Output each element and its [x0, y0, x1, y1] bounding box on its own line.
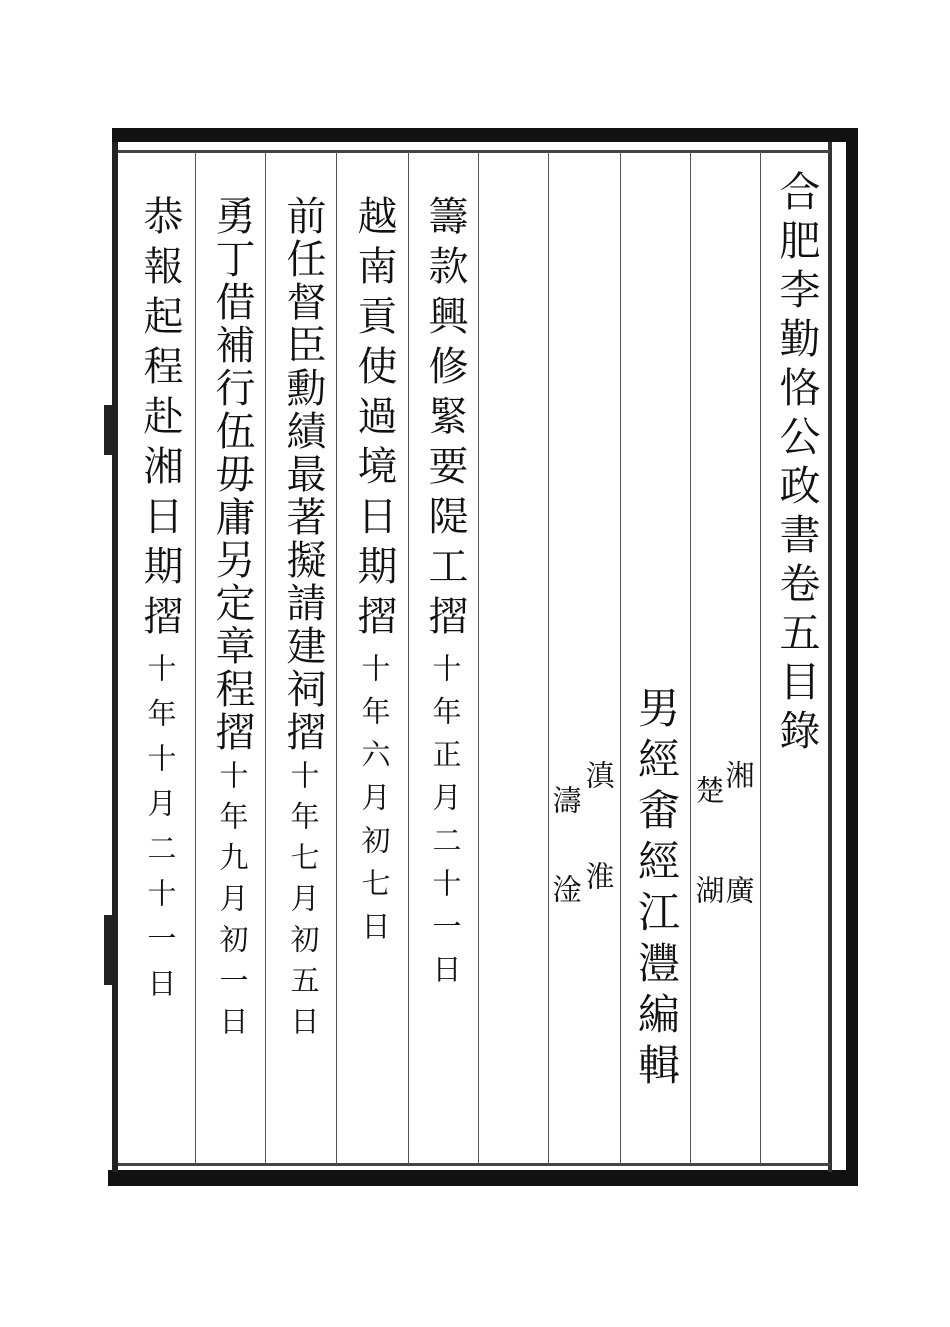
column-rule	[408, 152, 409, 1164]
entry-date: 十年九月初一日	[215, 760, 250, 1047]
entry-date: 十年七月初五日	[286, 760, 321, 1047]
column-rule	[195, 152, 196, 1164]
inner-right-border	[828, 142, 832, 1172]
entry-date: 十年六月初七日	[357, 653, 392, 954]
edge-mark-upper	[104, 405, 114, 455]
document-title: 合肥李勤恪公政書卷五目錄	[772, 170, 821, 758]
entry-title: 恭報起程赴湘日期摺	[137, 195, 183, 645]
place-name: 滇	[581, 760, 616, 803]
entry-date: 十年十月二十一日	[143, 653, 178, 1013]
entry-title: 前任督臣勳績最著擬請建祠摺	[280, 195, 326, 754]
place-name: 湘	[721, 760, 756, 803]
entry-4	[202, 195, 262, 1047]
place-name: 湖	[691, 875, 726, 918]
place-name: 淦	[548, 874, 583, 917]
column-rule	[760, 152, 761, 1164]
column-rule	[336, 152, 337, 1164]
place-name: 濤	[548, 785, 583, 828]
entry-title: 籌款興修緊要隄工摺	[422, 195, 468, 645]
frame-right-border	[846, 128, 858, 1186]
frame-bottom-border	[108, 1170, 858, 1186]
entry-1	[415, 195, 475, 997]
place-name: 廣	[721, 875, 756, 918]
frame-left-border	[112, 142, 118, 1172]
place-name: 楚	[691, 775, 726, 818]
title-column	[768, 170, 824, 758]
entry-title: 越南貢使過境日期摺	[351, 195, 397, 645]
column-rule	[478, 152, 479, 1164]
place-column-2	[688, 775, 728, 918]
entry-2	[344, 195, 404, 954]
place-name: 淮	[581, 861, 616, 904]
entry-3	[273, 195, 333, 1047]
inner-top-border	[118, 150, 830, 153]
column-rule	[690, 152, 691, 1164]
compiler-line: 江灃編輯	[632, 890, 681, 1094]
entry-title: 勇丁借補行伍毋庸另定章程摺	[209, 195, 255, 754]
entry-5	[130, 195, 190, 1013]
entry-date: 十年正月二十一日	[428, 653, 463, 997]
place-column-4	[545, 785, 585, 917]
column-rule	[265, 152, 266, 1164]
edge-mark-lower	[104, 915, 114, 985]
inner-bottom-border	[118, 1163, 830, 1166]
column-rule	[620, 152, 621, 1164]
compiler-column	[630, 686, 682, 1094]
frame-top-border	[112, 128, 858, 142]
compiler-line: 男經畬經	[632, 686, 681, 890]
column-rule	[548, 152, 549, 1164]
